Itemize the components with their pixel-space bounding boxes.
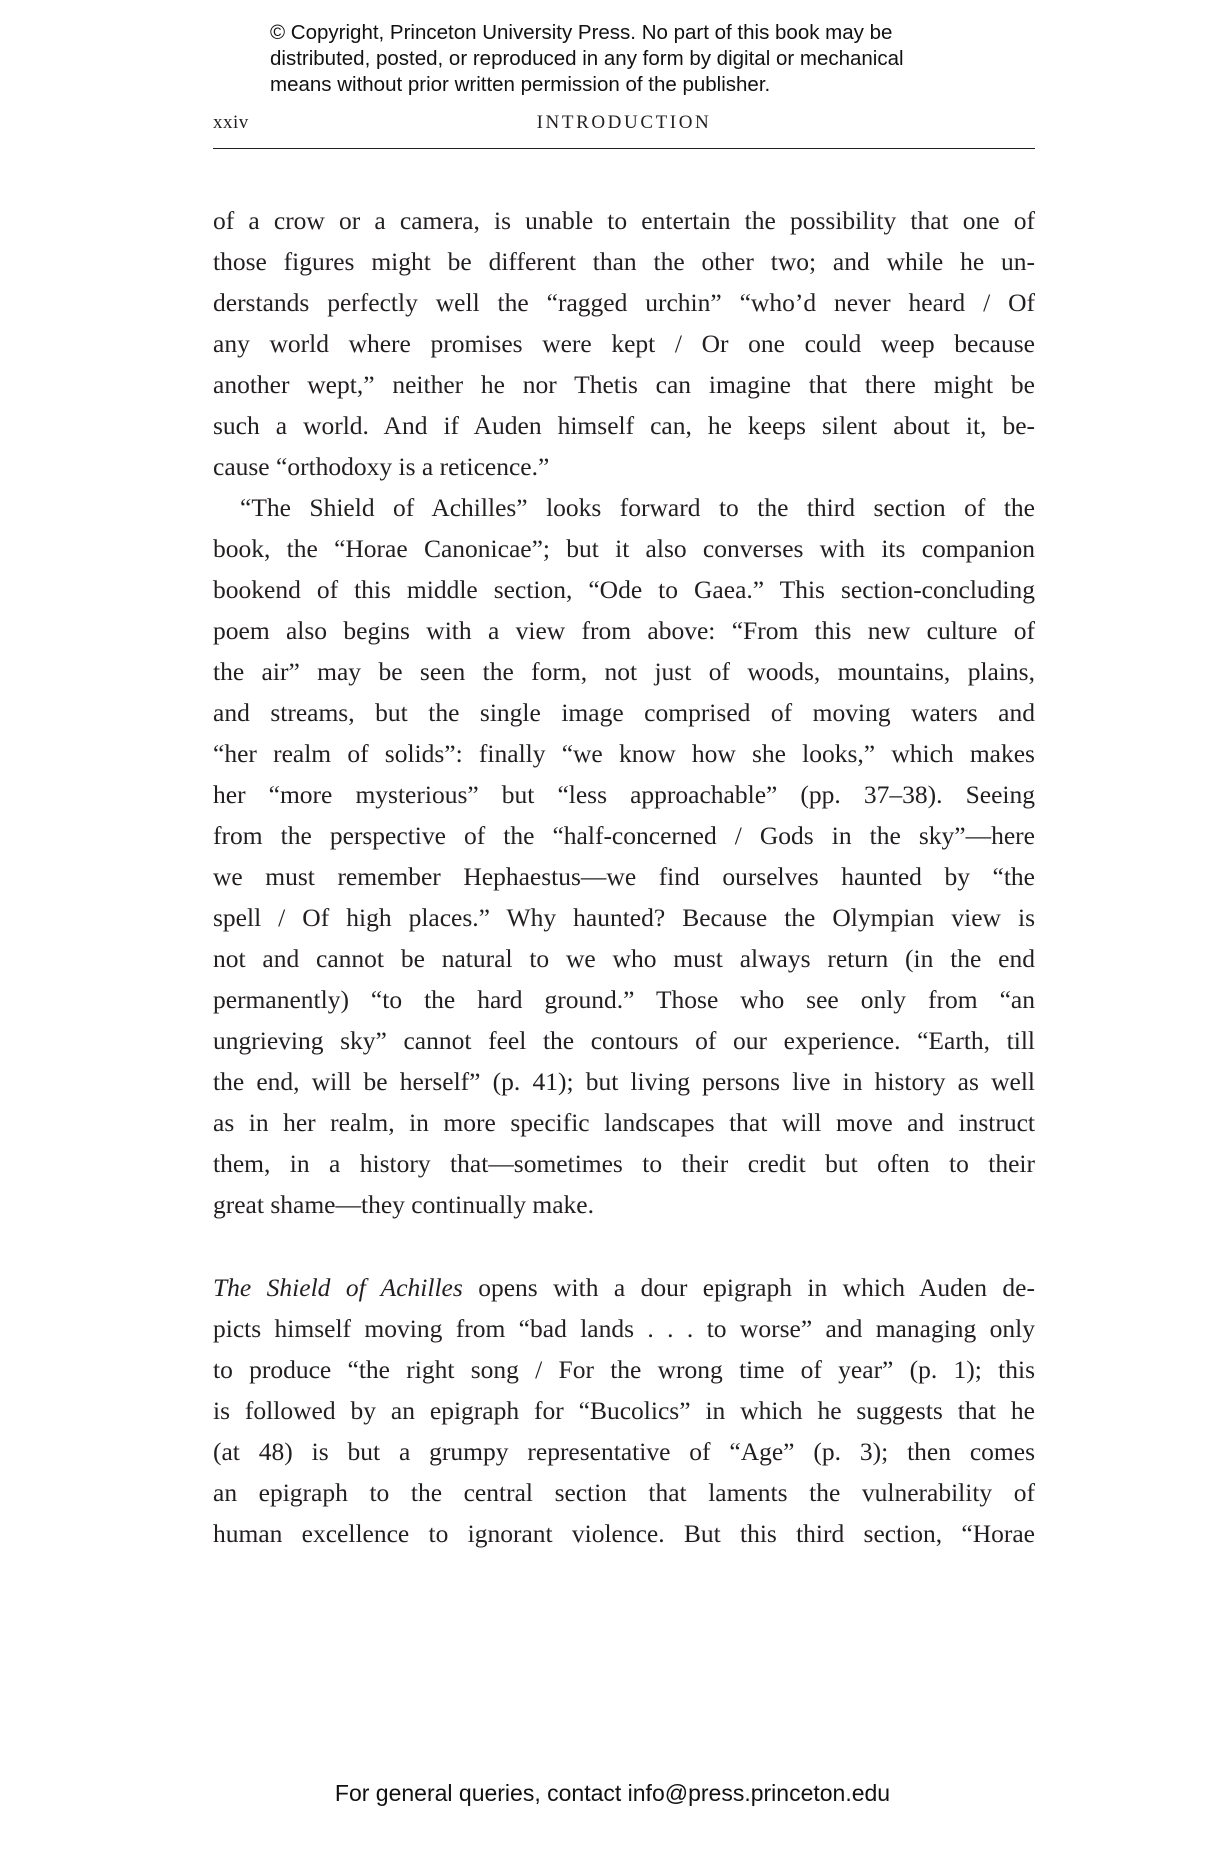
paragraph-2 [213, 487, 1035, 1225]
text-fragment: opens with a dour epigraph in which Auden de- [462, 1273, 1035, 1302]
text-line: “The Shield of Achilles” looks forward to the third section of the [240, 493, 1035, 522]
page-number: xxiv [213, 112, 249, 133]
text-line: great shame—they continually make. [213, 1190, 594, 1219]
text-line: ungrieving sky” cannot feel the contours of our experience. “Earth, till [213, 1026, 1035, 1055]
text-line: we must remember Hephaestus—we find ourselves haunted by “the [213, 862, 1035, 891]
paragraph-1 [213, 200, 1035, 487]
text-line: the end, will be herself” (p. 41); but living persons live in history as well [213, 1067, 1035, 1096]
paragraph-3 [213, 1267, 1035, 1554]
footer-contact: For general queries, contact info@press.princeton.edu [334, 1780, 891, 1806]
text-line: picts himself moving from “bad lands . . . to worse” and managing only [213, 1314, 1035, 1343]
text-line: any world where promises were kept / Or one could weep because [213, 329, 1035, 358]
text-line: poem also begins with a view from above: “From this new culture of [213, 616, 1035, 645]
copyright-line: © Copyright, Princeton University Press. No part of this book may be [270, 21, 893, 44]
section-break [213, 1225, 1035, 1267]
text-line [213, 1267, 1035, 1308]
text-line: is followed by an epigraph for “Bucolics” in which he suggests that he [213, 1396, 1035, 1425]
body-text [213, 200, 1035, 1554]
chapter-title: INTRODUCTION [536, 112, 712, 133]
text-line: spell / Of high places.” Why haunted? Because the Olympian view is [213, 903, 1035, 932]
text-line: her “more mysterious” but “less approachable” (pp. 37–38). Seeing [213, 780, 1035, 809]
text-line: those figures might be different than the other two; and while he un- [213, 247, 1035, 276]
text-line: book, the “Horae Canonicae”; but it also converses with its companion [213, 534, 1035, 563]
text-line: not and cannot be natural to we who must always return (in the end [213, 944, 1035, 973]
copyright-notice [270, 20, 1030, 98]
text-line: cause “orthodoxy is a reticence.” [213, 452, 550, 481]
text-line: and streams, but the single image comprised of moving waters and [213, 698, 1035, 727]
text-line: the air” may be seen the form, not just of woods, mountains, plains, [213, 657, 1035, 686]
text-line: (at 48) is but a grumpy representative of “Age” (p. 3); then comes [213, 1437, 1035, 1466]
text-line: permanently) “to the hard ground.” Those who see only from “an [213, 985, 1035, 1014]
copyright-line: means without prior written permission of the publisher. [270, 73, 771, 96]
text-line: to produce “the right song / For the wrong time of year” (p. 1); this [213, 1355, 1035, 1384]
running-head [213, 110, 1035, 149]
text-line: bookend of this middle section, “Ode to Gaea.” This section-concluding [213, 575, 1035, 604]
text-line: derstands perfectly well the “ragged urchin” “who’d never heard / Of [213, 288, 1035, 317]
text-line: them, in a history that—sometimes to their credit but often to their [213, 1149, 1035, 1178]
text-line: as in her realm, in more specific landscapes that will move and instruct [213, 1108, 1035, 1137]
copyright-line: distributed, posted, or reproduced in any form by digital or mechanical [270, 47, 904, 70]
book-title: The Shield of Achilles [213, 1273, 463, 1302]
text-line: such a world. And if Auden himself can, he keeps silent about it, be- [213, 411, 1035, 440]
text-line: of a crow or a camera, is unable to entertain the possibility that one of [213, 206, 1035, 235]
text-line: human excellence to ignorant violence. But this third section, “Horae [213, 1519, 1035, 1548]
text-line: an epigraph to the central section that laments the vulnerability of [213, 1478, 1035, 1507]
text-line: “her realm of solids”: finally “we know how she looks,” which makes [213, 739, 1035, 768]
text-line: from the perspective of the “half-concerned / Gods in the sky”—here [213, 821, 1035, 850]
text-line: another wept,” neither he nor Thetis can imagine that there might be [213, 370, 1035, 399]
